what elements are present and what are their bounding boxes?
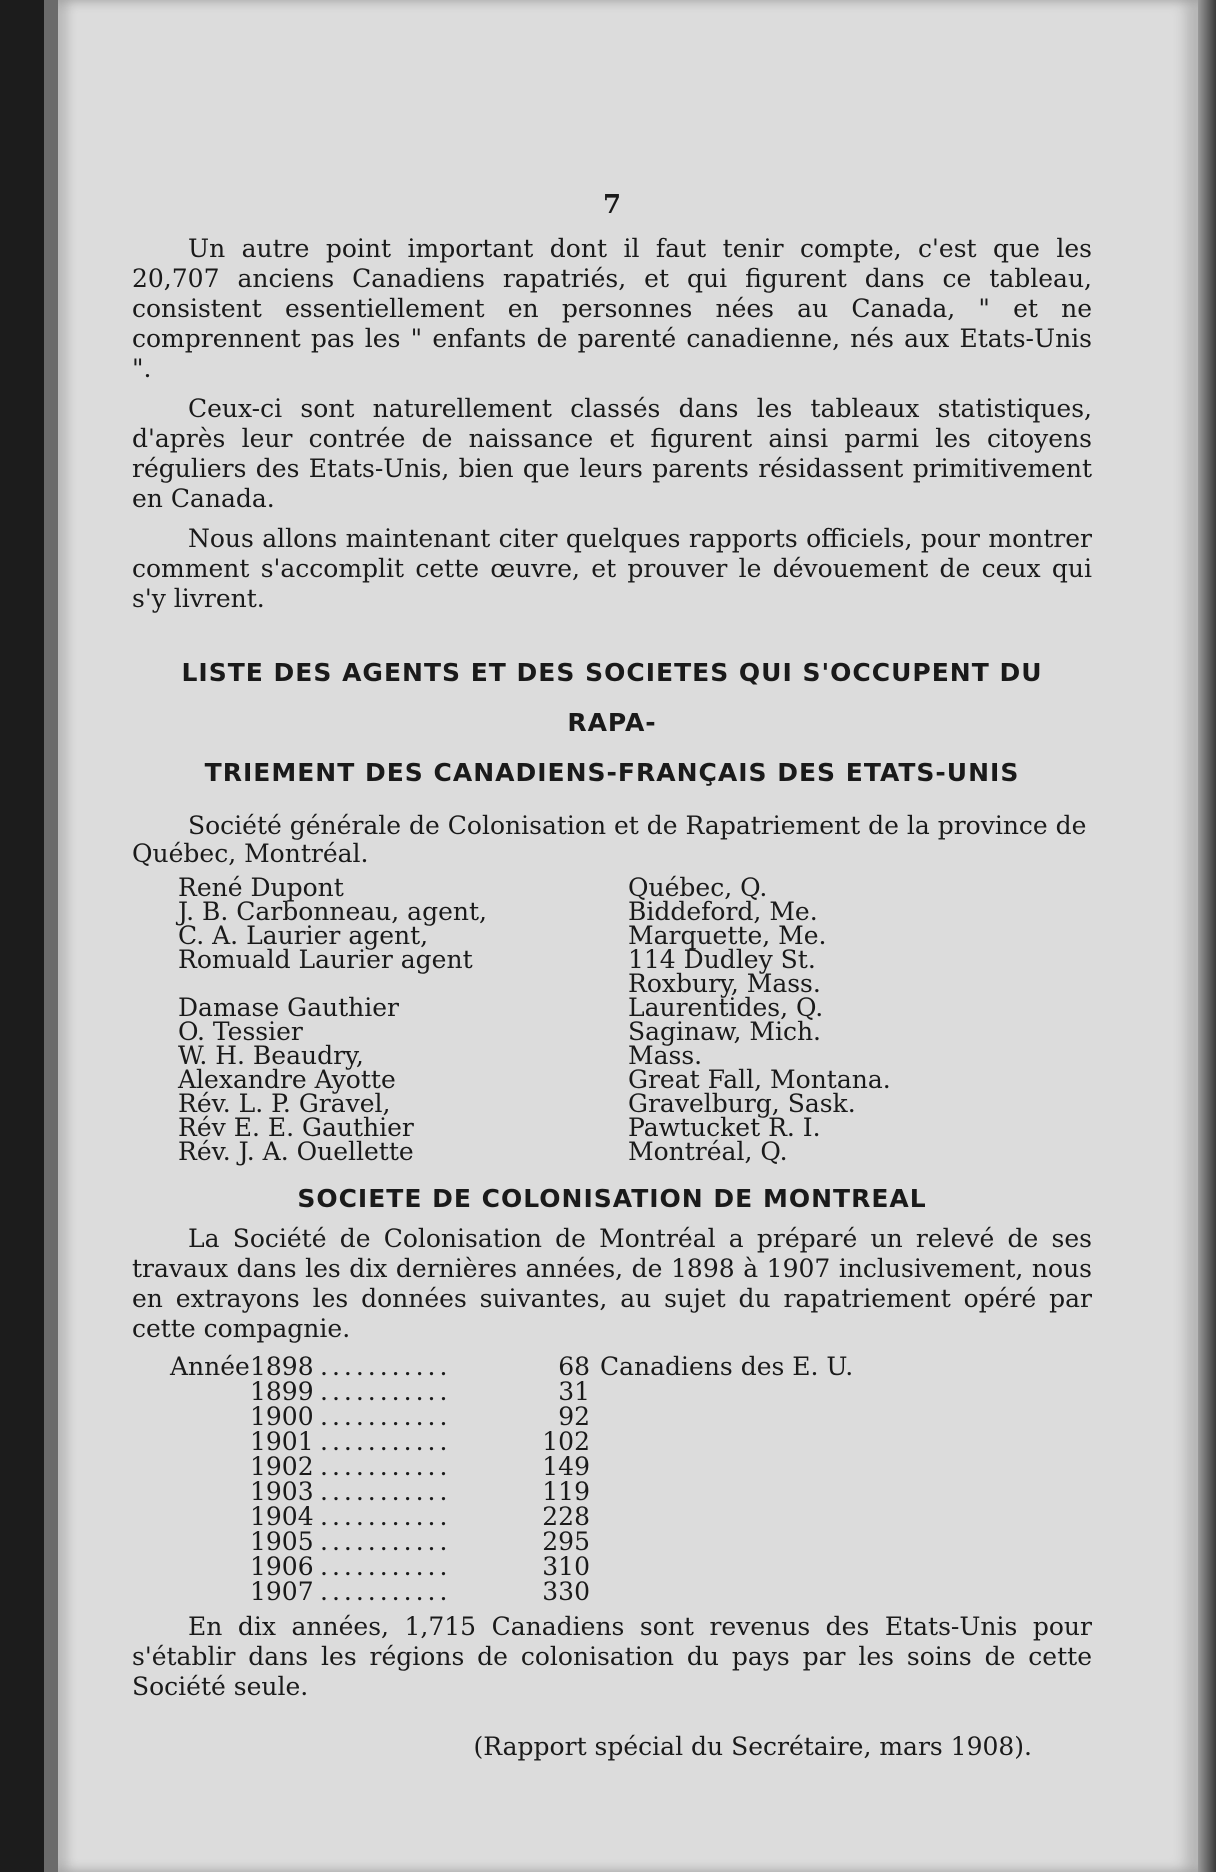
source-citation: (Rapport spécial du Secrétaire, mars 1908). xyxy=(473,1732,1032,1761)
leader-dots: ........... xyxy=(320,1354,452,1379)
conclusion-paragraph: En dix années, 1,715 Canadiens sont revenus des Etats-Unis pour s'établir dans les régions de colonisation du pays par les soins de cette Société seule. xyxy=(132,1612,1092,1701)
value: 295 xyxy=(542,1527,590,1556)
value: 31 xyxy=(558,1377,590,1406)
agents-list xyxy=(178,873,1092,1166)
agent-place: Great Fall, Montana. xyxy=(628,1065,891,1094)
year: 1905 xyxy=(250,1527,314,1556)
year: 1902 xyxy=(250,1452,314,1481)
stats-row xyxy=(170,1579,1092,1604)
leader-dots: ........... xyxy=(320,1429,452,1454)
agent-name: O. Tessier xyxy=(178,1017,303,1046)
scan-right-edge xyxy=(1198,0,1216,1872)
unit-label: Canadiens des E. U. xyxy=(600,1352,854,1381)
value: 228 xyxy=(542,1502,590,1531)
scan-left-edge xyxy=(0,0,58,1872)
leader-dots: ........... xyxy=(320,1504,452,1529)
leader-dots: ........... xyxy=(320,1379,452,1404)
page-number: 7 xyxy=(602,190,622,220)
year: 1899 xyxy=(250,1377,314,1406)
agent-place: Pawtucket R. I. xyxy=(628,1113,821,1142)
year: 1906 xyxy=(250,1552,314,1581)
stats-row xyxy=(170,1554,1092,1579)
agent-name: C. A. Laurier agent, xyxy=(178,921,429,950)
leader-dots: ........... xyxy=(320,1454,452,1479)
book-page xyxy=(58,0,1198,1872)
stats-row xyxy=(170,1454,1092,1479)
stats-row xyxy=(170,1404,1092,1429)
year: 1903 xyxy=(250,1477,314,1506)
stats-row xyxy=(170,1429,1092,1454)
leader-dots: ........... xyxy=(320,1529,452,1554)
agent-place: Marquette, Me. xyxy=(628,921,827,950)
stats-row xyxy=(170,1504,1092,1529)
agent-name: René Dupont xyxy=(178,873,344,902)
leader-dots: ........... xyxy=(320,1479,452,1504)
list-heading-line-1: LISTE DES AGENTS ET DES SOCIETES QUI S'OCCUPENT DU RAPA- xyxy=(181,658,1043,737)
year: 1898 xyxy=(250,1352,314,1381)
leader-dots: ........... xyxy=(320,1404,452,1429)
section-paragraph: La Société de Colonisation de Montréal a préparé un relevé de ses travaux dans les dix dernières années, de 1898 à 1907 inclusivement, nous en extrayons les données suivantes, au sujet du rapatriement opéré par cette compagnie. xyxy=(132,1224,1092,1343)
value: 68 xyxy=(558,1352,590,1381)
agent-name: J. B. Carbonneau, agent, xyxy=(178,897,487,926)
section-heading-montreal: SOCIETE DE COLONISATION DE MONTREAL xyxy=(297,1184,927,1213)
agent-place: Mass. xyxy=(628,1041,703,1070)
paragraph-3: Nous allons maintenant citer quelques rapports officiels, pour montrer comment s'accomplit cette œuvre, et prouver le dévouement de ceux qui s'y livrent. xyxy=(132,524,1092,613)
stats-row xyxy=(170,1529,1092,1554)
agent-name: Rév. J. A. Ouellette xyxy=(178,1137,414,1166)
value: 102 xyxy=(542,1427,590,1456)
society-intro: Société générale de Colonisation et de Rapatriement de la province de Québec, Montréal. xyxy=(132,811,1087,868)
paragraph-1: Un autre point important dont il faut tenir compte, c'est que les 20,707 anciens Canadiens rapatriés, et qui figurent dans ce tableau, consistent essentiellement en personnes nées au Canada, " et ne comprennent pas les " enfants de parenté canadienne, nés aux Etats-Unis ". xyxy=(132,234,1092,383)
agent-place: Laurentides, Q. xyxy=(628,993,824,1022)
agent-place: Montréal, Q. xyxy=(628,1137,788,1166)
agent-place: Roxbury, Mass. xyxy=(628,969,821,998)
page-content xyxy=(132,190,1092,1761)
agent-name: Romuald Laurier agent xyxy=(178,945,473,974)
agent-place: Gravelburg, Sask. xyxy=(628,1089,856,1118)
value: 330 xyxy=(542,1577,590,1606)
agent-name: Rév E. E. Gauthier xyxy=(178,1113,414,1142)
paragraph-2: Ceux-ci sont naturellement classés dans les tableaux statistiques, d'après leur contrée de naissance et figurent ainsi parmi les citoyens réguliers des Etats-Unis, bien que leurs parents résidassent primitivement en Canada. xyxy=(132,394,1092,513)
year: 1900 xyxy=(250,1402,314,1431)
stats-row xyxy=(170,1379,1092,1404)
stats-row xyxy=(170,1479,1092,1504)
stats-row xyxy=(170,1354,1092,1379)
agent-name: Rév. L. P. Gravel, xyxy=(178,1089,391,1118)
value: 119 xyxy=(542,1477,590,1506)
value: 92 xyxy=(558,1402,590,1431)
leader-dots: ........... xyxy=(320,1579,452,1604)
year: 1904 xyxy=(250,1502,314,1531)
agent-place: 114 Dudley St. xyxy=(628,945,816,974)
year: 1907 xyxy=(250,1577,314,1606)
value: 149 xyxy=(542,1452,590,1481)
year: 1901 xyxy=(250,1427,314,1456)
leader-dots: ........... xyxy=(320,1554,452,1579)
agent-name: Alexandre Ayotte xyxy=(178,1065,396,1094)
stats-table xyxy=(132,1354,1092,1604)
year-label: Année xyxy=(170,1352,250,1381)
agent-place: Biddeford, Me. xyxy=(628,897,818,926)
agent-name: Damase Gauthier xyxy=(178,993,399,1022)
agent-name: W. H. Beaudry, xyxy=(178,1041,364,1070)
agent-place: Québec, Q. xyxy=(628,873,768,902)
agent-place: Saginaw, Mich. xyxy=(628,1017,822,1046)
value: 310 xyxy=(542,1552,590,1581)
list-heading-line-2: TRIEMENT DES CANADIENS-FRANÇAIS DES ETATS-UNIS xyxy=(204,758,1020,787)
